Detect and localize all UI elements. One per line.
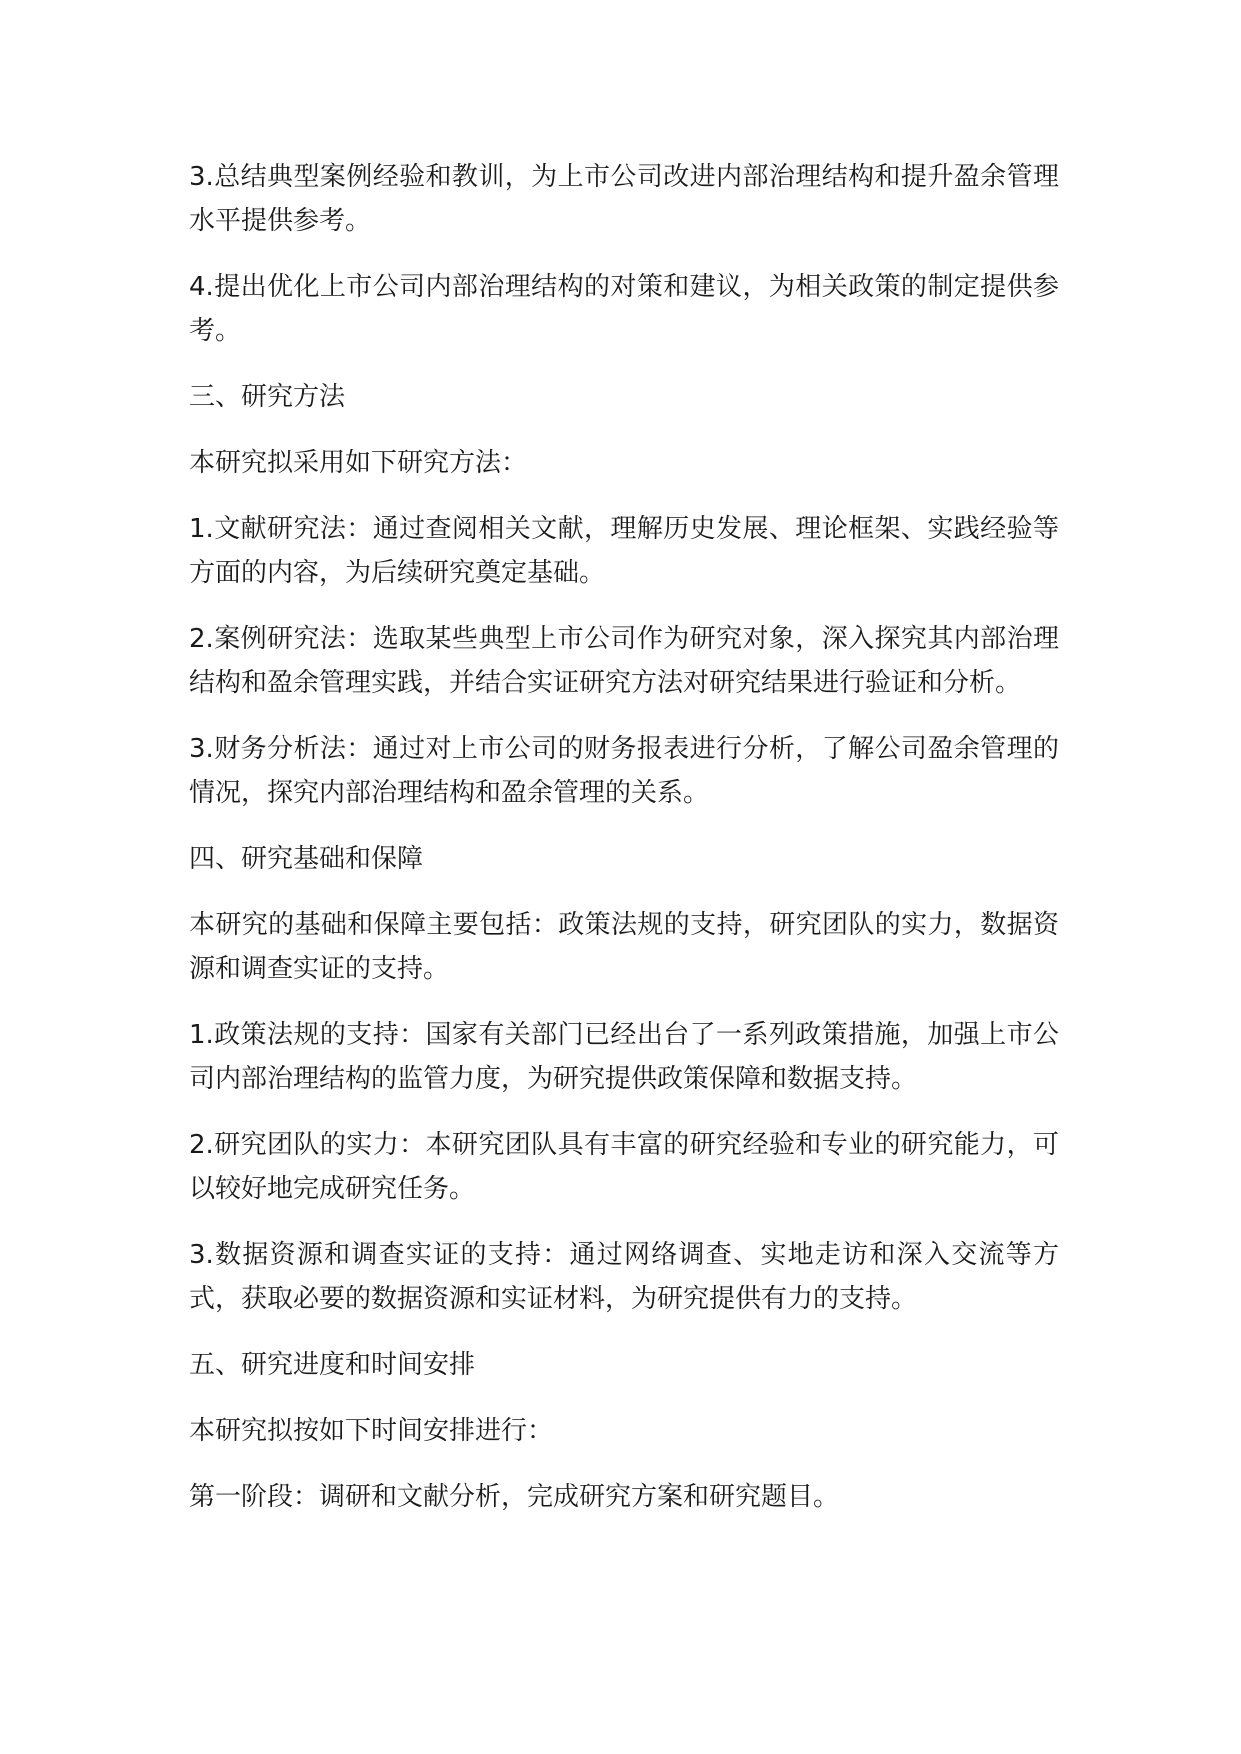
method-3-paragraph: 3.财务分析法：通过对上市公司的财务报表进行分析，了解公司盈余管理的情况，探究内部治理结构和盈余管理的关系。: [189, 734, 1059, 808]
basis-3-paragraph: 3.数据资源和调查实证的支持：通过网络调查、实地走访和深入交流等方式，获取必要的数据资源和实证材料，为研究提供有力的支持。: [189, 1240, 1059, 1314]
section-5-heading: 五、研究进度和时间安排: [189, 1350, 476, 1380]
objective-3-paragraph: 3.总结典型案例经验和教训，为上市公司改进内部治理结构和提升盈余管理水平提供参考。: [189, 162, 1059, 236]
basis-intro-paragraph: 本研究的基础和保障主要包括：政策法规的支持，研究团队的实力，数据资源和调查实证的支持。: [189, 910, 1059, 984]
basis-1-paragraph: 1.政策法规的支持：国家有关部门已经出台了一系列政策措施，加强上市公司内部治理结构的监管力度，为研究提供政策保障和数据支持。: [189, 1020, 1059, 1094]
section-3-heading: 三、研究方法: [189, 382, 346, 412]
section-4-heading: 四、研究基础和保障: [189, 844, 424, 874]
method-1-paragraph: 1.文献研究法：通过查阅相关文献，理解历史发展、理论框架、实践经验等方面的内容，为后续研究奠定基础。: [189, 514, 1059, 588]
document-body: [189, 155, 1059, 1541]
stage-1-paragraph: 第一阶段：调研和文献分析，完成研究方案和研究题目。: [189, 1482, 840, 1512]
method-2-paragraph: 2.案例研究法：选取某些典型上市公司作为研究对象，深入探究其内部治理结构和盈余管理实践，并结合实证研究方法对研究结果进行验证和分析。: [189, 624, 1059, 698]
methods-intro-paragraph: 本研究拟采用如下研究方法：: [189, 448, 528, 478]
objective-4-paragraph: 4.提出优化上市公司内部治理结构的对策和建议，为相关政策的制定提供参考。: [189, 272, 1059, 346]
basis-2-paragraph: 2.研究团队的实力：本研究团队具有丰富的研究经验和专业的研究能力，可以较好地完成研究任务。: [189, 1130, 1059, 1204]
schedule-intro-paragraph: 本研究拟按如下时间安排进行：: [189, 1416, 554, 1446]
